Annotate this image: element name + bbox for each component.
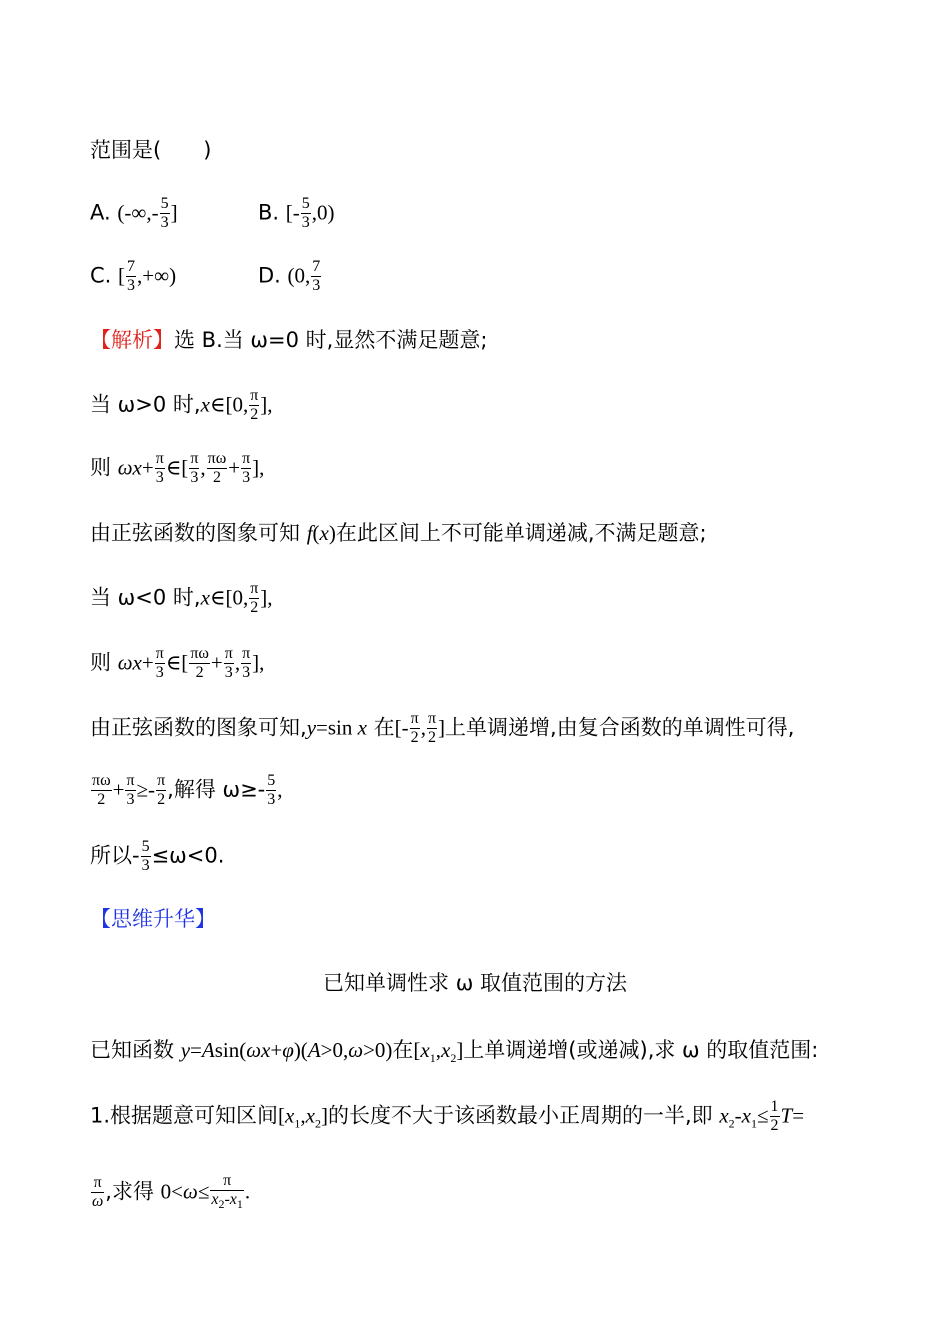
method-1: 1.根据题意可知区间$[x_1,x_2]$的长度不大于该函数最小正周期的一半,即 $x_2-x_1\le$ $\frac{1}{2}$ T= [90,1098,805,1134]
option-c: C. [ $\frac{7}{3}$ ,+∞) [90,258,177,294]
analysis-first-line: 【解析】选 B.当 ω=0 时,显然不满足题意; [90,328,488,352]
option-a: A. (-∞,- $\frac{5}{3}$ ] [90,195,178,231]
inequality-solve: $\frac{\pi\omega}{2}$ + $\frac{\pi}{3}$ ≥- $\frac{\pi}{2}$ ,解得 ω≥- $\frac{5}{3}$ , [92,772,283,808]
case-positive: 当 ω>0 时,x∈[0, $\frac{\pi}{2}$ ], [90,387,273,423]
conclusion: 所以- $\frac{5}{3}$ ≤ω<0. [90,838,225,874]
option-d: D. (0, $\frac{7}{3}$ [258,258,321,294]
sine-statement-1: 由正弦函数的图象可知 f(x)在此区间上不可能单调递减,不满足题意; [90,521,707,545]
case-negative: 当 ω<0 时,x∈[0, $\frac{\pi}{2}$ ], [90,580,273,616]
thinking-tag: 【思维升华】 [90,907,216,931]
thinking-title: 已知单调性求 ω 取值范围的方法 [323,971,627,995]
thinking-intro: 已知函数 y=Asin(ωx+φ)(A>0,ω>0)在$[x_1,x_2]$上单调递增(或递减),求 ω 的取值范围: [90,1038,819,1066]
method-1-result: $\frac{\pi}{\omega}$ ,求得 0<ω≤ $\frac{\pi}{x_2-x_1}$ . [92,1172,251,1212]
question-tail: 范围是( ) [90,138,212,162]
range-positive: 则 ωx+ $\frac{\pi}{3}$ ∈[ $\frac{\pi}{3}$ , $\frac{\pi\omega}{2}$ + $\frac{\pi}{3}$ ], [90,450,265,486]
analysis-tag: 【解析】 [90,328,174,352]
range-negative: 则 ωx+ $\frac{\pi}{3}$ ∈[ $\frac{\pi\omega}{2}$ + $\frac{\pi}{3}$ , $\frac{\pi}{3}$ ], [90,645,265,681]
option-b: B. [- $\frac{5}{3}$ ,0) [258,195,335,231]
sine-statement-2: 由正弦函数的图象可知,y=sin x 在[- $\frac{\pi}{2}$ , $\frac{\pi}{2}$ ]上单调递增,由复合函数的单调性可得, [90,710,795,746]
